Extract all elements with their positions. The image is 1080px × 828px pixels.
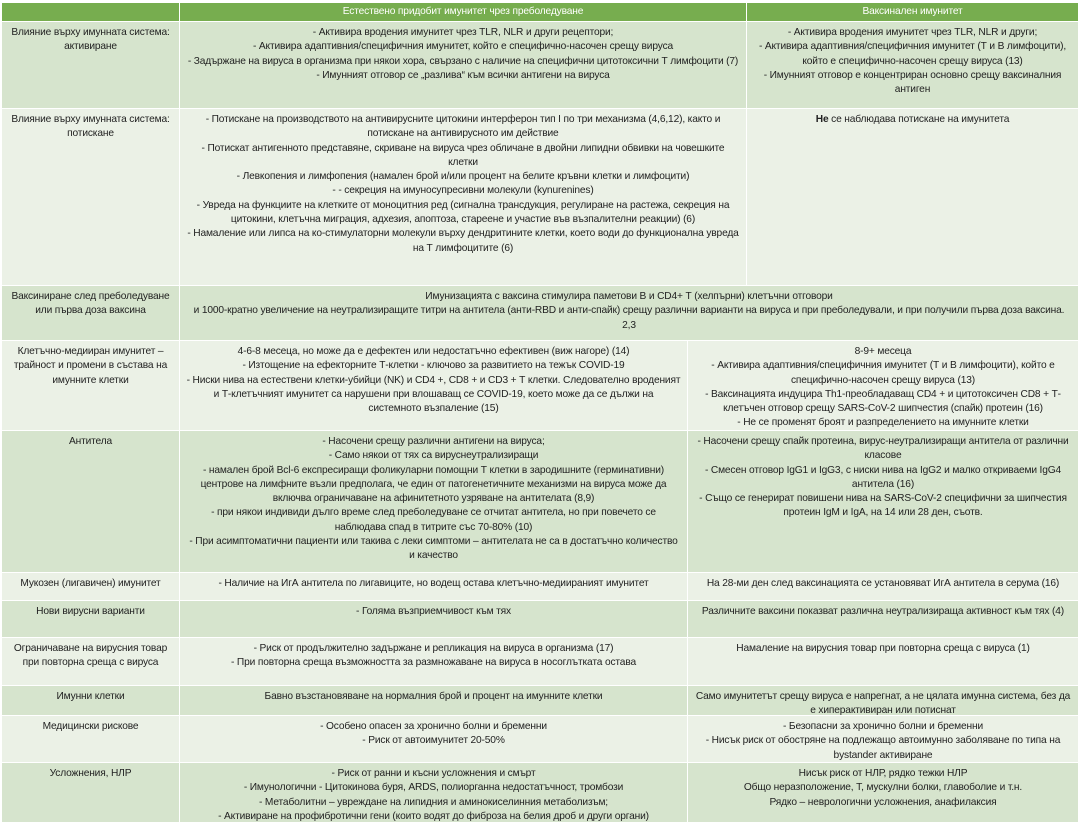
cell-item: - Имунологични - Цитокинова буря, ARDS, полиорганна недостатъчност, тромбози	[243, 782, 624, 794]
cell-item: - при някои индивиди дълго време след преболедуване се отчитат антитела, но при повечето се наблюдава спад в титрите със 70-80% (10)	[211, 507, 656, 533]
header-vaccine-immunity: Ваксинален имунитет	[862, 6, 963, 17]
row-label: Нови вирусни варианти	[2, 601, 180, 637]
table-row	[2, 573, 1078, 601]
cell-item: На 28-ми ден след ваксинацията се установяват ИгА антитела в серума (16)	[706, 578, 1060, 589]
row-label: Мукозен (лигавичен) имунитет	[2, 573, 180, 600]
cell-item: - Голяма възприемчивост към тях	[356, 606, 511, 617]
merged-cell	[180, 286, 1078, 340]
cell-item: и 1000-кратно увеличение на неутрализиращите титри на антитела (анти-RBD и анти-спайк) срещу различни варианти на вируса и при преболедували, и при получили първа доза ваксина. 2,3	[193, 305, 1065, 331]
cell-item: - Активиране на профибротични гени (които водят до фиброза на белия дроб и други органи)	[218, 810, 649, 822]
cell-item: - Наличие на ИгА антитела по лигавиците, но водещ остава клетъчно-медиираният имунитет	[218, 578, 649, 589]
cell-item: - Активира адаптивния/специфичния имунитет (Т и В лимфоцити), който е специфично-насочен срещу вируса (13)	[711, 360, 1055, 386]
cell-item: - Насочени срещу спайк протеина, вирус-неутрализиращи антитела от различни класове	[697, 436, 1069, 462]
cell-item: - Не се променят броят и разпределението на имунните клетки	[737, 417, 1029, 429]
natural-immunity-cell	[180, 763, 688, 828]
table-row	[2, 431, 1078, 573]
vaccine-immunity-cell	[747, 22, 1078, 108]
cell-item: - Също се генерират повишени нива на SARS-CoV-2 специфични за шипчестия протеин IgM и IgA, на 14 или 28 ден, съотв.	[699, 493, 1067, 519]
cell-item: - Метаболитни – увреждане на липидния и аминокиселинния метаболизъм;	[258, 796, 608, 808]
cell-item: - Безопасни за хронично болни и бременни	[782, 721, 983, 732]
cell-item: - Риск от продължително задържане и репликация на вируса в организма (17)	[253, 643, 614, 654]
cell-item: - При асимптоматични пациенти или такива с леки симптоми – антителата не са в достатъчно количество и качество	[189, 536, 678, 562]
row-label: Усложнения, НЛР	[2, 763, 180, 828]
cell-item: - Увреда на функциите на клетките от моноцитния ред (сигнална трансдукция, регулиране на растежа, секреция на цитокини, клетъчна миграция, адхезия, апоптоза, стареене и участие във възпалителни реакции) (6)	[196, 199, 730, 226]
row-label: Медицински рискове	[2, 716, 180, 767]
natural-immunity-cell	[180, 431, 688, 572]
row-label: Влияние върху имунната система: активиране	[2, 22, 180, 108]
vaccine-immunity-cell	[688, 763, 1078, 828]
row-label: Антитела	[2, 431, 180, 572]
natural-immunity-cell	[180, 22, 747, 108]
vaccine-immunity-cell	[688, 601, 1078, 637]
cell-item: - При повторна среща възможността за размножаване на вируса в носоглътката остава	[231, 657, 636, 669]
table-row	[2, 109, 1078, 286]
cell-item: - Ниски нива на естествени клетки-убийци (NK) и CD4 +, CD8 + и CD3 + Т клетки. Следователно вроденият и Т-клетъчният имунитет са нарушени при влошаващ се COVID-19, което може да се дължи на системното възпаление (15)	[186, 374, 681, 415]
cell-item: - Насочени срещу различни антигени на вируса;	[322, 436, 545, 447]
table-row	[2, 763, 1078, 823]
cell-item: - Нисък риск от обостряне на подлежащо автоимунно заболяване по типа на bystander активиране	[705, 735, 1061, 761]
emphasis-text: Не	[815, 114, 829, 125]
cell-item: - Смесен отговор IgG1 и IgG3, с ниски нива на IgG2 и малко откриваеми IgG4 антитела (16)	[704, 464, 1062, 490]
natural-immunity-cell	[180, 716, 688, 767]
cell-item: - Потискане на производството на антивирусните цитокини интерферон тип I по три механизма (4,6,12), както и потискане на антивирусното им действие	[205, 114, 721, 140]
cell-item: - Ваксинацията индуцира Th1-преобладаващ CD4 + и цитотоксичен CD8 + Т-клетъчен отговор срещу SARS-CoV-2 шипчестия (спайк) протеин (16)	[705, 388, 1061, 415]
vaccine-immunity-cell	[688, 341, 1078, 435]
cell-item: - Активира вродения имунитет чрез TLR, NLR и други;	[787, 27, 1038, 38]
cell-item: Намаление на вирусния товар при повторна среща с вируса (1)	[736, 643, 1030, 654]
cell-item: - Активира вродения имунитет чрез TLR, NLR и други рецептори;	[312, 27, 614, 38]
cell-item: - Имунният отговор е концентриран основно срещу ваксиналния антиген	[763, 69, 1062, 96]
table-row	[2, 286, 1078, 341]
cell-item	[753, 113, 1072, 127]
natural-immunity-cell	[180, 573, 688, 600]
cell-item: - Риск от автоимунитет 20-50%	[362, 735, 505, 747]
cell-item: Имунизацията с ваксина стимулира паметови В и CD4+ Т (хелпърни) клетъчни отговори	[425, 291, 833, 302]
cell-item: Бавно възстановяване на нормалния брой и процент на имунните клетки	[264, 691, 603, 702]
table-header-row	[2, 3, 1078, 22]
cell-item: Нисък риск от НЛР, рядко тежки НЛР	[798, 768, 968, 779]
row-label: Ваксиниране след преболедуване или първа доза ваксина	[2, 286, 180, 340]
cell-item: - Задържане на вируса в организма при някои хора, свързано с наличие на специфични цитотоксични Т лимфоцити (7)	[187, 55, 739, 67]
natural-immunity-cell	[180, 638, 688, 685]
table-row	[2, 22, 1078, 109]
header-natural-immunity: Естествено придобит имунитет чрез преболедуване	[180, 3, 747, 21]
cell-item: - намален брой Bcl-6 експресиращи фоликуларни помощни Т клетки в зародишните (герминативни) центрове на лимфните възли предполага, че един от патогенетичните механизми на вируса може да включва ограничаване на афинитетното узряване на антителата (8,9)	[200, 464, 667, 505]
cell-item: - Активира адаптивния/специфичния имунитет, който е специфично-насочен срещу вируса	[252, 41, 674, 53]
cell-item: Различните ваксини показват различна неутрализираща активност към тях (4)	[701, 606, 1065, 617]
table-row	[2, 341, 1078, 431]
cell-item: - Риск от ранни и късни усложнения и смърт	[331, 768, 536, 779]
cell-item: Само имунитетът срещу вируса е напрегнат, а не цялата имунна система, без да е хиперактивиран или потиснат	[695, 691, 1071, 717]
row-label: Клетъчно-медииран имунитет – трайност и промени в състава на имунните клетки	[2, 341, 180, 435]
vaccine-immunity-cell	[688, 431, 1078, 572]
cell-item: - Потискат антигенното представяне, скриване на вируса чрез обличане в двойни липидни обвивки на човешките клетки	[201, 142, 725, 168]
vaccine-immunity-cell	[688, 573, 1078, 600]
cell-item: - Намаление или липса на ко-стимулаторни молекули върху дендритините клетки, което води до функционална увреда на Т лимфоцитите (6)	[187, 228, 739, 254]
header-empty-cell	[2, 3, 180, 21]
vaccine-immunity-cell	[688, 716, 1078, 767]
cell-item: - Изтощение на ефекторните Т-клетки - ключово за развитието на тежък COVID-19	[242, 360, 625, 372]
natural-immunity-cell	[180, 341, 688, 435]
row-label: Влияние върху имунната система: потискане	[2, 109, 180, 285]
cell-item: Общо неразположение, Т, мускулни болки, главоболие и т.н.	[743, 782, 1023, 794]
vaccine-immunity-cell	[688, 638, 1078, 685]
natural-immunity-cell	[180, 109, 747, 285]
cell-item: - Само някои от тях са вируснеутрализиращи	[328, 450, 539, 462]
natural-immunity-cell	[180, 601, 688, 637]
table-row	[2, 601, 1078, 638]
table-row	[2, 686, 1078, 716]
cell-item: 4-6-8 месеца, но може да е дефектен или недостатъчно ефективен (виж нагоре) (14)	[237, 346, 630, 357]
cell-item: - Особено опасен за хронично болни и бременни	[320, 721, 547, 732]
row-label: Имунни клетки	[2, 686, 180, 723]
row-label: Ограничаване на вирусния товар при повторна среща с вируса	[2, 638, 180, 685]
vaccine-immunity-cell	[747, 109, 1078, 285]
cell-item: 8-9+ месеца	[854, 346, 912, 357]
item-text: се наблюдава потискане на имунитета	[828, 114, 1010, 125]
comparison-table	[2, 3, 1078, 823]
table-row	[2, 638, 1078, 686]
cell-item: - - секреция на имуносупресивни молекули (kynurenines)	[332, 185, 594, 197]
cell-item: - Активира адаптивния/специфичния имунитет (Т и В лимфоцити), който е специфично-насочен срещу вируса (13)	[758, 41, 1067, 67]
cell-item: - Левкопения и лимфопения (намален брой и/или процент на белите кръвни клетки и лимфоцити)	[236, 171, 690, 183]
cell-item: - Имунният отговор се „разлива“ към всички антигени на вируса	[316, 69, 610, 81]
table-row	[2, 716, 1078, 763]
cell-item: Рядко – неврологични усложнения, анафилаксия	[769, 796, 997, 808]
